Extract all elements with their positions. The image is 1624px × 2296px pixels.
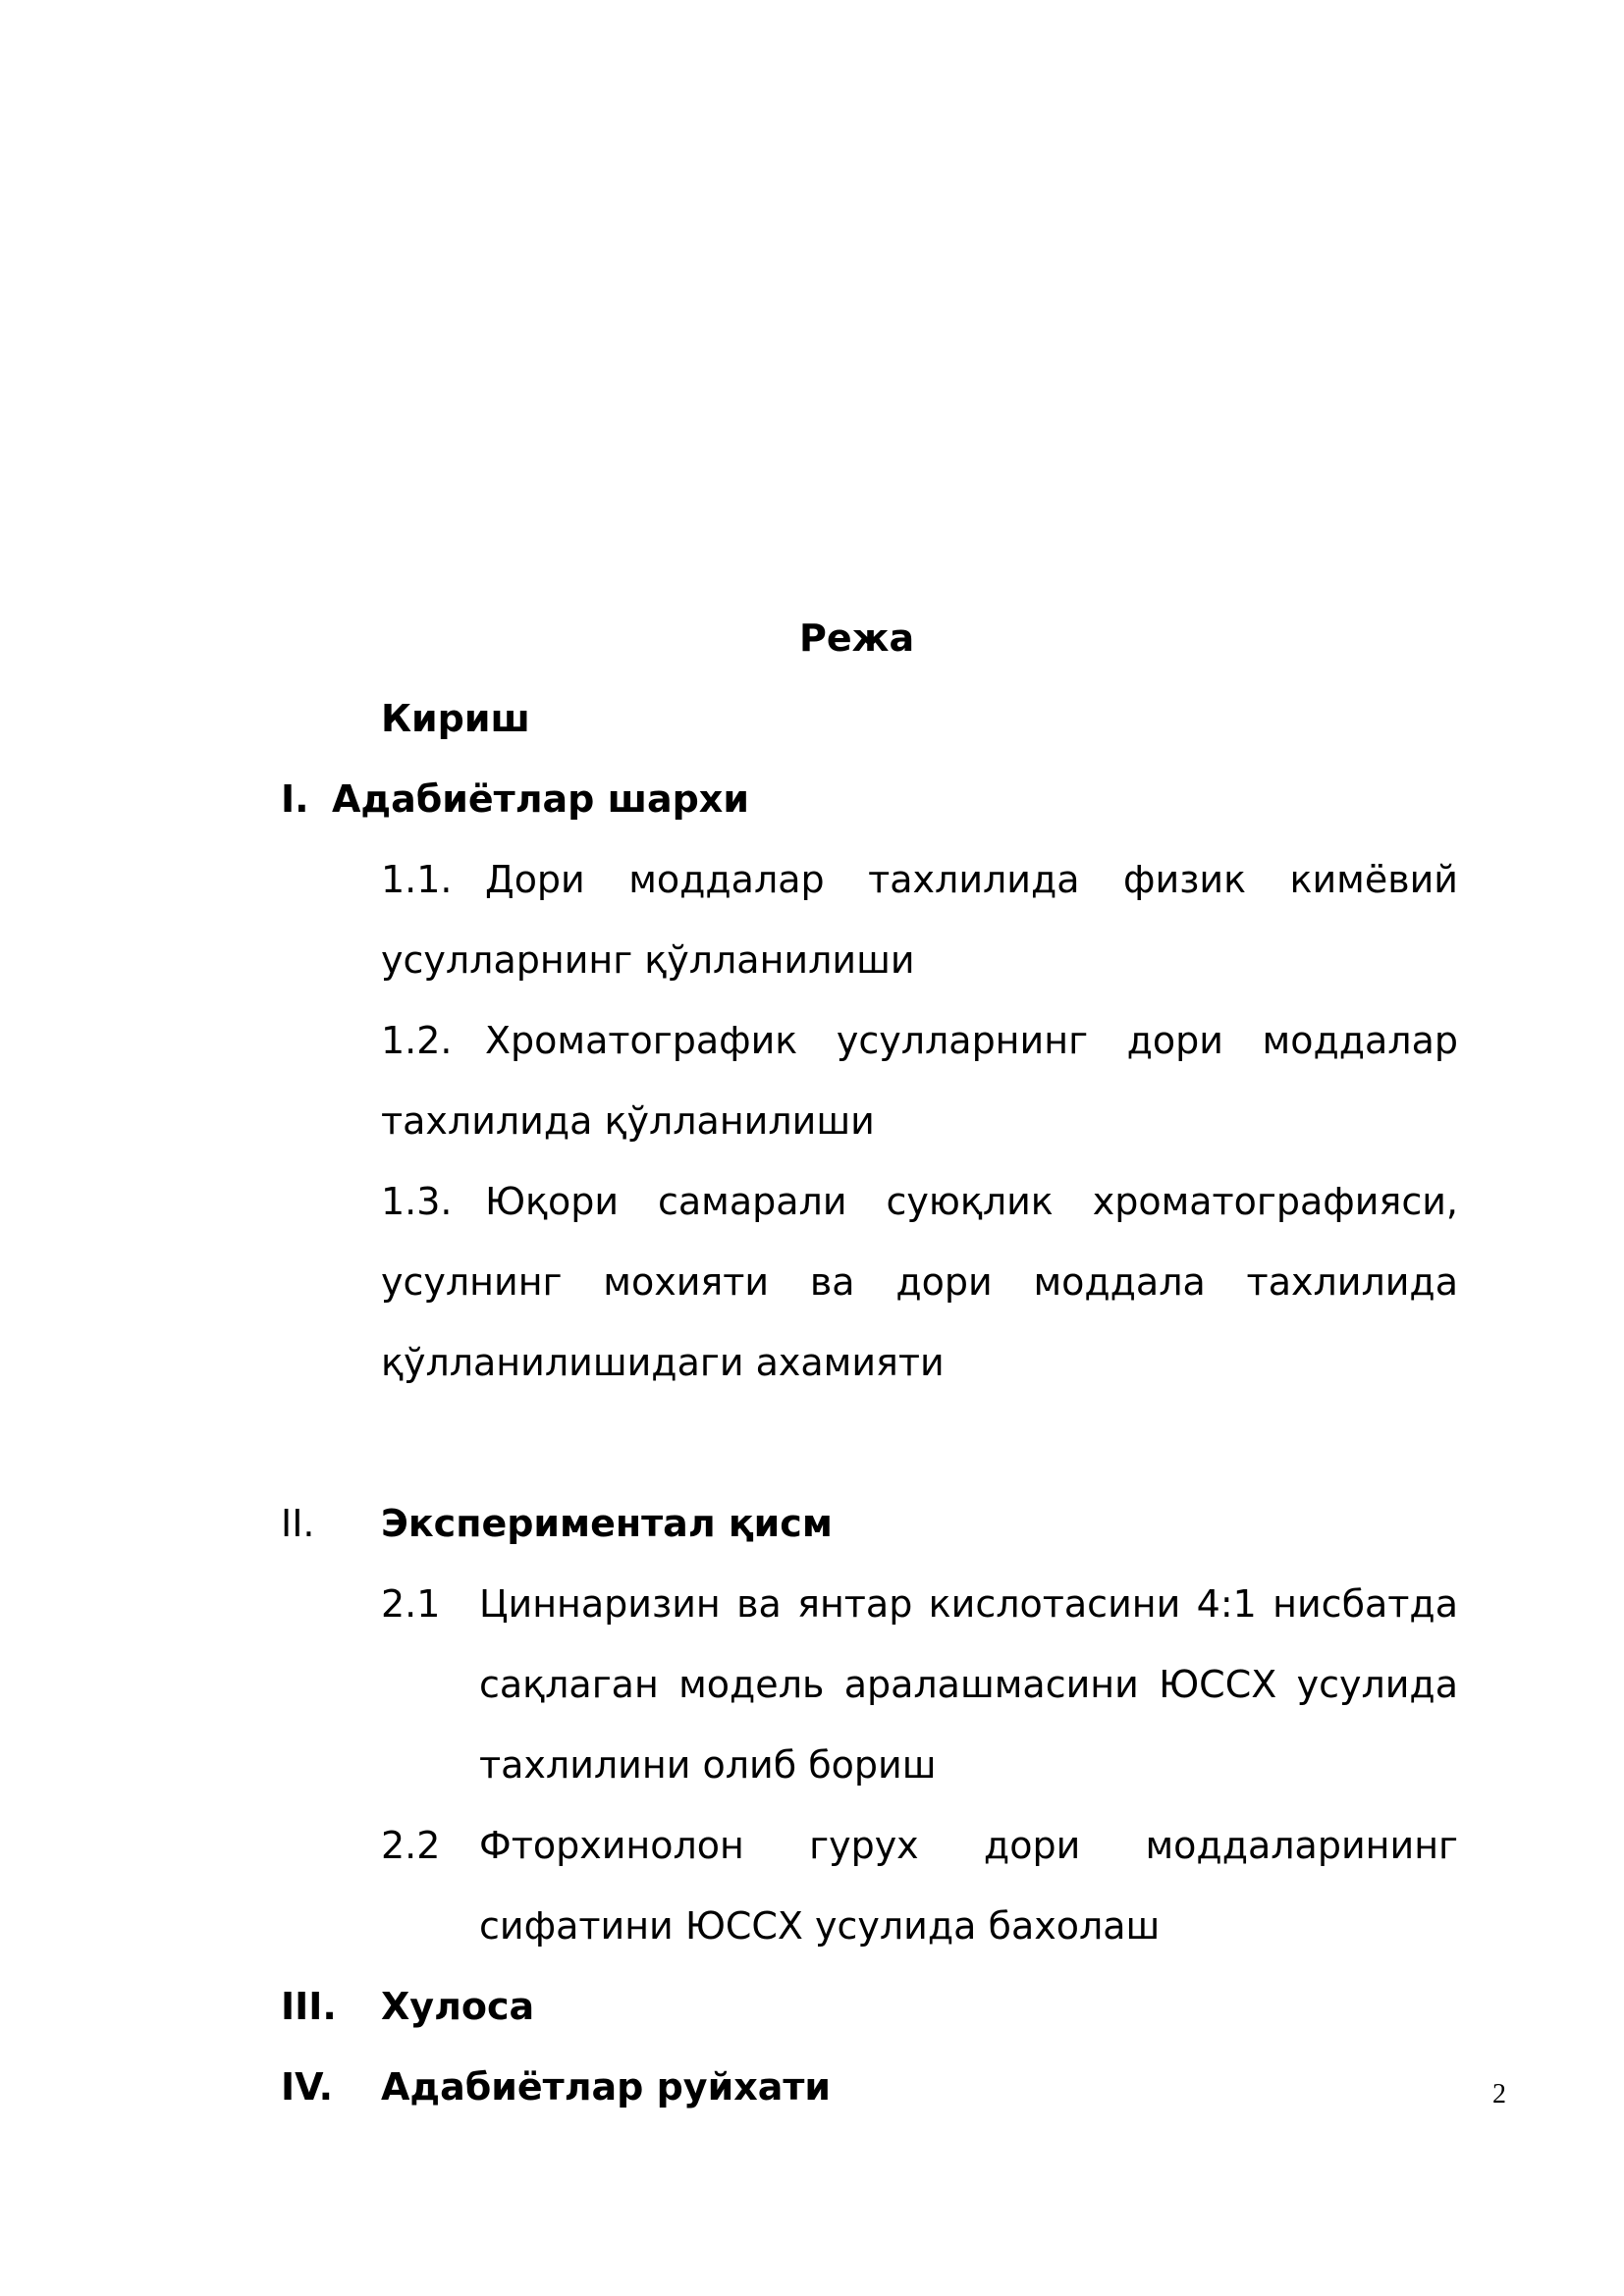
section-3-number: III. <box>281 1985 337 2028</box>
item-1-3-line3: қўлланилишидаги ахамияти <box>381 1341 945 1384</box>
item-1-2-number: 1.2. <box>381 1019 453 1062</box>
section-3-heading: Хулоса <box>381 1985 535 2028</box>
item-1-2-line2: тахлилида қўлланилиши <box>381 1099 875 1143</box>
section-2-heading: Экспериментал қисм <box>381 1502 833 1545</box>
item-2-2-line2: сифатини ЮССХ усулида бахолаш <box>479 1904 1161 1948</box>
toc-intro: Кириш <box>381 697 530 740</box>
item-1-2-line1: Хроматографик усулларнинг дори моддалар <box>485 1019 1458 1062</box>
item-2-1-number: 2.1 <box>381 1582 441 1626</box>
item-1-1-line1: Дори моддалар тахлилида физик кимёвий <box>485 858 1458 901</box>
section-4-number: IV. <box>281 2065 334 2109</box>
item-2-1-line2: сақлаган модель аралашмасини ЮССХ усулида <box>479 1663 1458 1706</box>
section-1-number: I. <box>281 777 309 821</box>
item-2-2-line1: Фторхинолон гурух дори моддаларининг <box>479 1824 1458 1867</box>
item-1-3-line1: Юқори самарали суюқлик хроматографияси, <box>485 1180 1458 1223</box>
section-1-heading: Адабиётлар шархи <box>332 777 749 821</box>
section-2-number: II. <box>281 1502 315 1545</box>
item-1-1-number: 1.1. <box>381 858 453 901</box>
item-2-1-line1: Циннаризин ва янтар кислотасини 4:1 нисбатда <box>479 1582 1458 1626</box>
item-2-2-number: 2.2 <box>381 1824 441 1867</box>
page-number: 2 <box>1492 2079 1506 2109</box>
page-title: Режа <box>799 616 915 660</box>
item-1-1-line2: усулларнинг қўлланилиши <box>381 938 915 982</box>
item-2-1-line3: тахлилини олиб бориш <box>479 1743 937 1787</box>
item-1-3-line2: усулнинг мохияти ва дори моддала тахлилида <box>381 1260 1458 1304</box>
item-1-3-number: 1.3. <box>381 1180 453 1223</box>
section-4-heading: Адабиётлар руйхати <box>381 2065 832 2109</box>
